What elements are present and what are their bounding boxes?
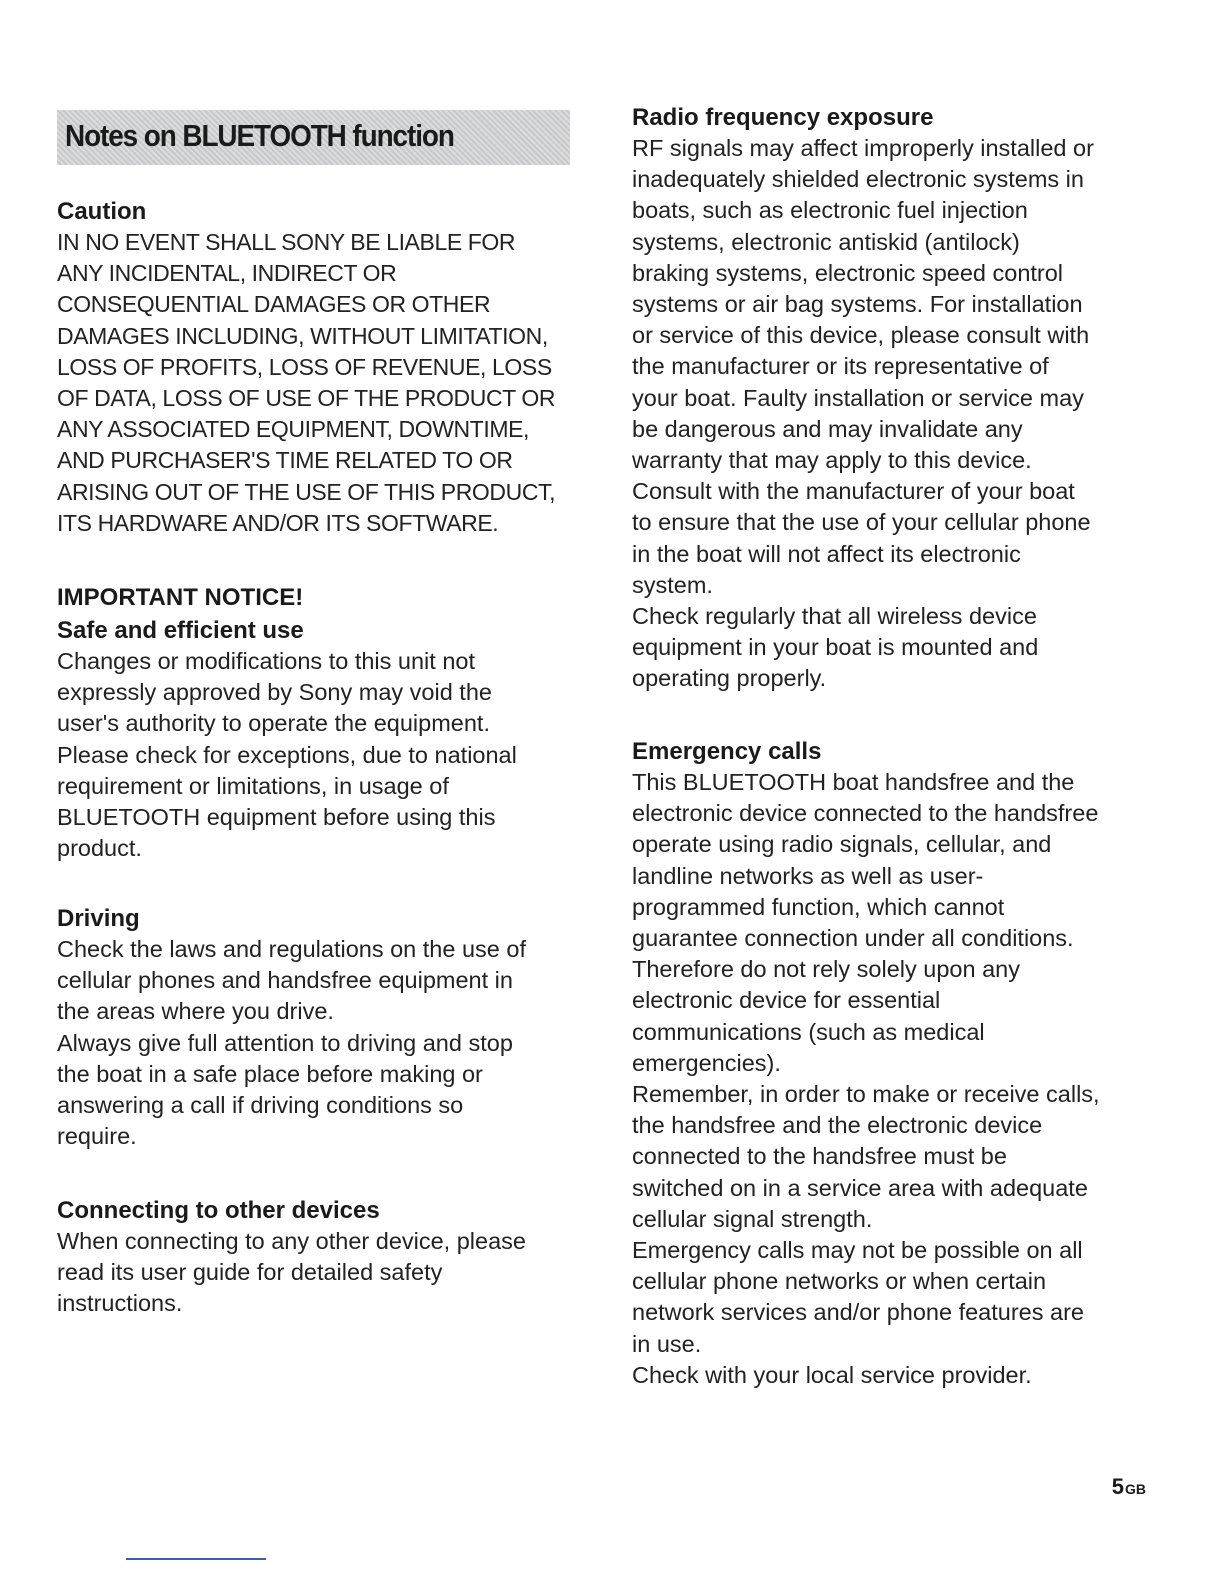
text-line: inadequately shielded electronic systems in: [632, 166, 1084, 193]
text-line: Check with your local service provider.: [632, 1361, 1032, 1388]
text-line: the handsfree and the electronic device: [632, 1112, 1043, 1139]
text-line: Emergency calls may not be possible on all: [632, 1237, 1083, 1264]
section-title-bar: [57, 110, 570, 165]
text-line: read its user guide for detailed safety: [57, 1259, 443, 1286]
text-line: cellular phones and handsfree equipment in: [57, 967, 513, 994]
text-line: the manufacturer or its representative of: [632, 353, 1049, 380]
text-line: systems, electronic antiskid (antilock): [632, 228, 1020, 255]
text-line: Remember, in order to make or receive calls,: [632, 1081, 1100, 1108]
radio-frequency-heading: Radio frequency exposure: [632, 104, 934, 131]
text-line: to ensure that the use of your cellular phone: [632, 509, 1091, 536]
text-line: IN NO EVENT SHALL SONY BE LIABLE FOR: [57, 229, 516, 255]
text-line: operating properly.: [632, 665, 827, 692]
text-line: operate using radio signals, cellular, and: [632, 831, 1052, 858]
emergency-calls-section: [632, 737, 1172, 1391]
page-number: [1112, 1474, 1146, 1500]
text-line: Please check for exceptions, due to national: [57, 741, 517, 768]
text-line: This BLUETOOTH boat handsfree and the: [632, 769, 1075, 795]
text-line: ANY INCIDENTAL, INDIRECT OR: [57, 260, 397, 287]
caution-section: [57, 197, 577, 539]
caution-body: [57, 227, 577, 539]
text-line: electronic device for essential: [632, 987, 941, 1014]
important-notice-section: [57, 583, 577, 864]
page-title: Notes on BLUETOOTH function: [65, 118, 454, 153]
text-line: electronic device connected to the handsfree: [632, 800, 1099, 827]
driving-body: [57, 934, 577, 1152]
text-line: or service of this device, please consult with: [632, 322, 1090, 349]
driving-heading: Driving: [57, 905, 140, 932]
text-line: BLUETOOTH equipment before using this: [57, 804, 496, 831]
radio-frequency-section: [632, 103, 1172, 695]
text-line: network services and/or phone features are: [632, 1299, 1084, 1326]
text-line: ARISING OUT OF THE USE OF THIS PRODUCT,: [57, 478, 556, 505]
text-line: AND PURCHASER'S TIME RELATED TO OR: [57, 447, 513, 474]
text-line: system.: [632, 571, 713, 598]
text-line: emergencies).: [632, 1049, 781, 1076]
emergency-calls-body: [632, 767, 1172, 1391]
text-line: CONSEQUENTIAL DAMAGES OR OTHER: [57, 291, 491, 318]
text-line: boats, such as electronic fuel injection: [632, 197, 1028, 224]
text-line: in the boat will not affect its electronic: [632, 540, 1021, 567]
text-line: the areas where you drive.: [57, 998, 334, 1025]
text-line: braking systems, electronic speed control: [632, 259, 1064, 286]
text-line: ANY ASSOCIATED EQUIPMENT, DOWNTIME,: [57, 416, 530, 443]
caution-heading: Caution: [57, 198, 147, 225]
text-line: in use.: [632, 1330, 702, 1357]
text-line: the boat in a safe place before making or: [57, 1060, 483, 1087]
emergency-calls-heading: Emergency calls: [632, 738, 822, 765]
text-line: Consult with the manufacturer of your boat: [632, 478, 1075, 505]
text-line: requirement or limitations, in usage of: [57, 772, 449, 799]
text-line: DAMAGES INCLUDING, WITHOUT LIMITATION,: [57, 322, 548, 349]
text-line: equipment in your boat is mounted and: [632, 634, 1039, 661]
text-line: switched on in a service area with adequate: [632, 1174, 1088, 1201]
text-line: OF DATA, LOSS OF USE OF THE PRODUCT OR: [57, 385, 556, 412]
safe-use-body: [57, 646, 577, 864]
page-number-suffix: GB: [1125, 1481, 1146, 1497]
connecting-heading: Connecting to other devices: [57, 1197, 380, 1224]
radio-frequency-body: [632, 133, 1172, 695]
text-line: Changes or modifications to this unit not: [57, 648, 476, 674]
text-line: answering a call if driving conditions so: [57, 1092, 464, 1119]
text-line: Check the laws and regulations on the use of: [57, 936, 526, 962]
safe-use-subheading: Safe and efficient use: [57, 617, 304, 644]
text-line: RF signals may affect improperly installed or: [632, 135, 1094, 161]
text-line: When connecting to any other device, please: [57, 1228, 526, 1254]
page-number-value: 5: [1111, 1474, 1124, 1499]
text-line: systems or air bag systems. For installation: [632, 291, 1083, 318]
bottom-rule: [126, 1558, 266, 1560]
connecting-section: [57, 1196, 577, 1320]
text-line: instructions.: [57, 1290, 183, 1317]
text-line: your boat. Faulty installation or service may: [632, 384, 1084, 411]
text-line: expressly approved by Sony may void the: [57, 679, 492, 706]
text-line: Therefore do not rely solely upon any: [632, 956, 1020, 983]
text-line: cellular phone networks or when certain: [632, 1268, 1047, 1295]
text-line: communications (such as medical: [632, 1018, 985, 1045]
driving-section: [57, 904, 577, 1152]
text-line: user's authority to operate the equipment.: [57, 710, 490, 737]
important-notice-heading: IMPORTANT NOTICE!: [57, 584, 304, 611]
text-line: ITS HARDWARE AND/OR ITS SOFTWARE.: [57, 509, 499, 536]
text-line: connected to the handsfree must be: [632, 1143, 1007, 1170]
text-line: be dangerous and may invalidate any: [632, 415, 1023, 442]
text-line: require.: [57, 1123, 137, 1150]
text-line: LOSS OF PROFITS, LOSS OF REVENUE, LOSS: [57, 353, 552, 380]
text-line: cellular signal strength.: [632, 1205, 873, 1232]
text-line: product.: [57, 835, 142, 862]
text-line: Check regularly that all wireless device: [632, 603, 1037, 630]
connecting-body: [57, 1226, 577, 1320]
text-line: guarantee connection under all conditions.: [632, 925, 1074, 952]
text-line: landline networks as well as user-: [632, 862, 984, 889]
text-line: warranty that may apply to this device.: [632, 447, 1032, 474]
text-line: Always give full attention to driving and stop: [57, 1029, 513, 1056]
text-line: programmed function, which cannot: [632, 893, 1005, 920]
